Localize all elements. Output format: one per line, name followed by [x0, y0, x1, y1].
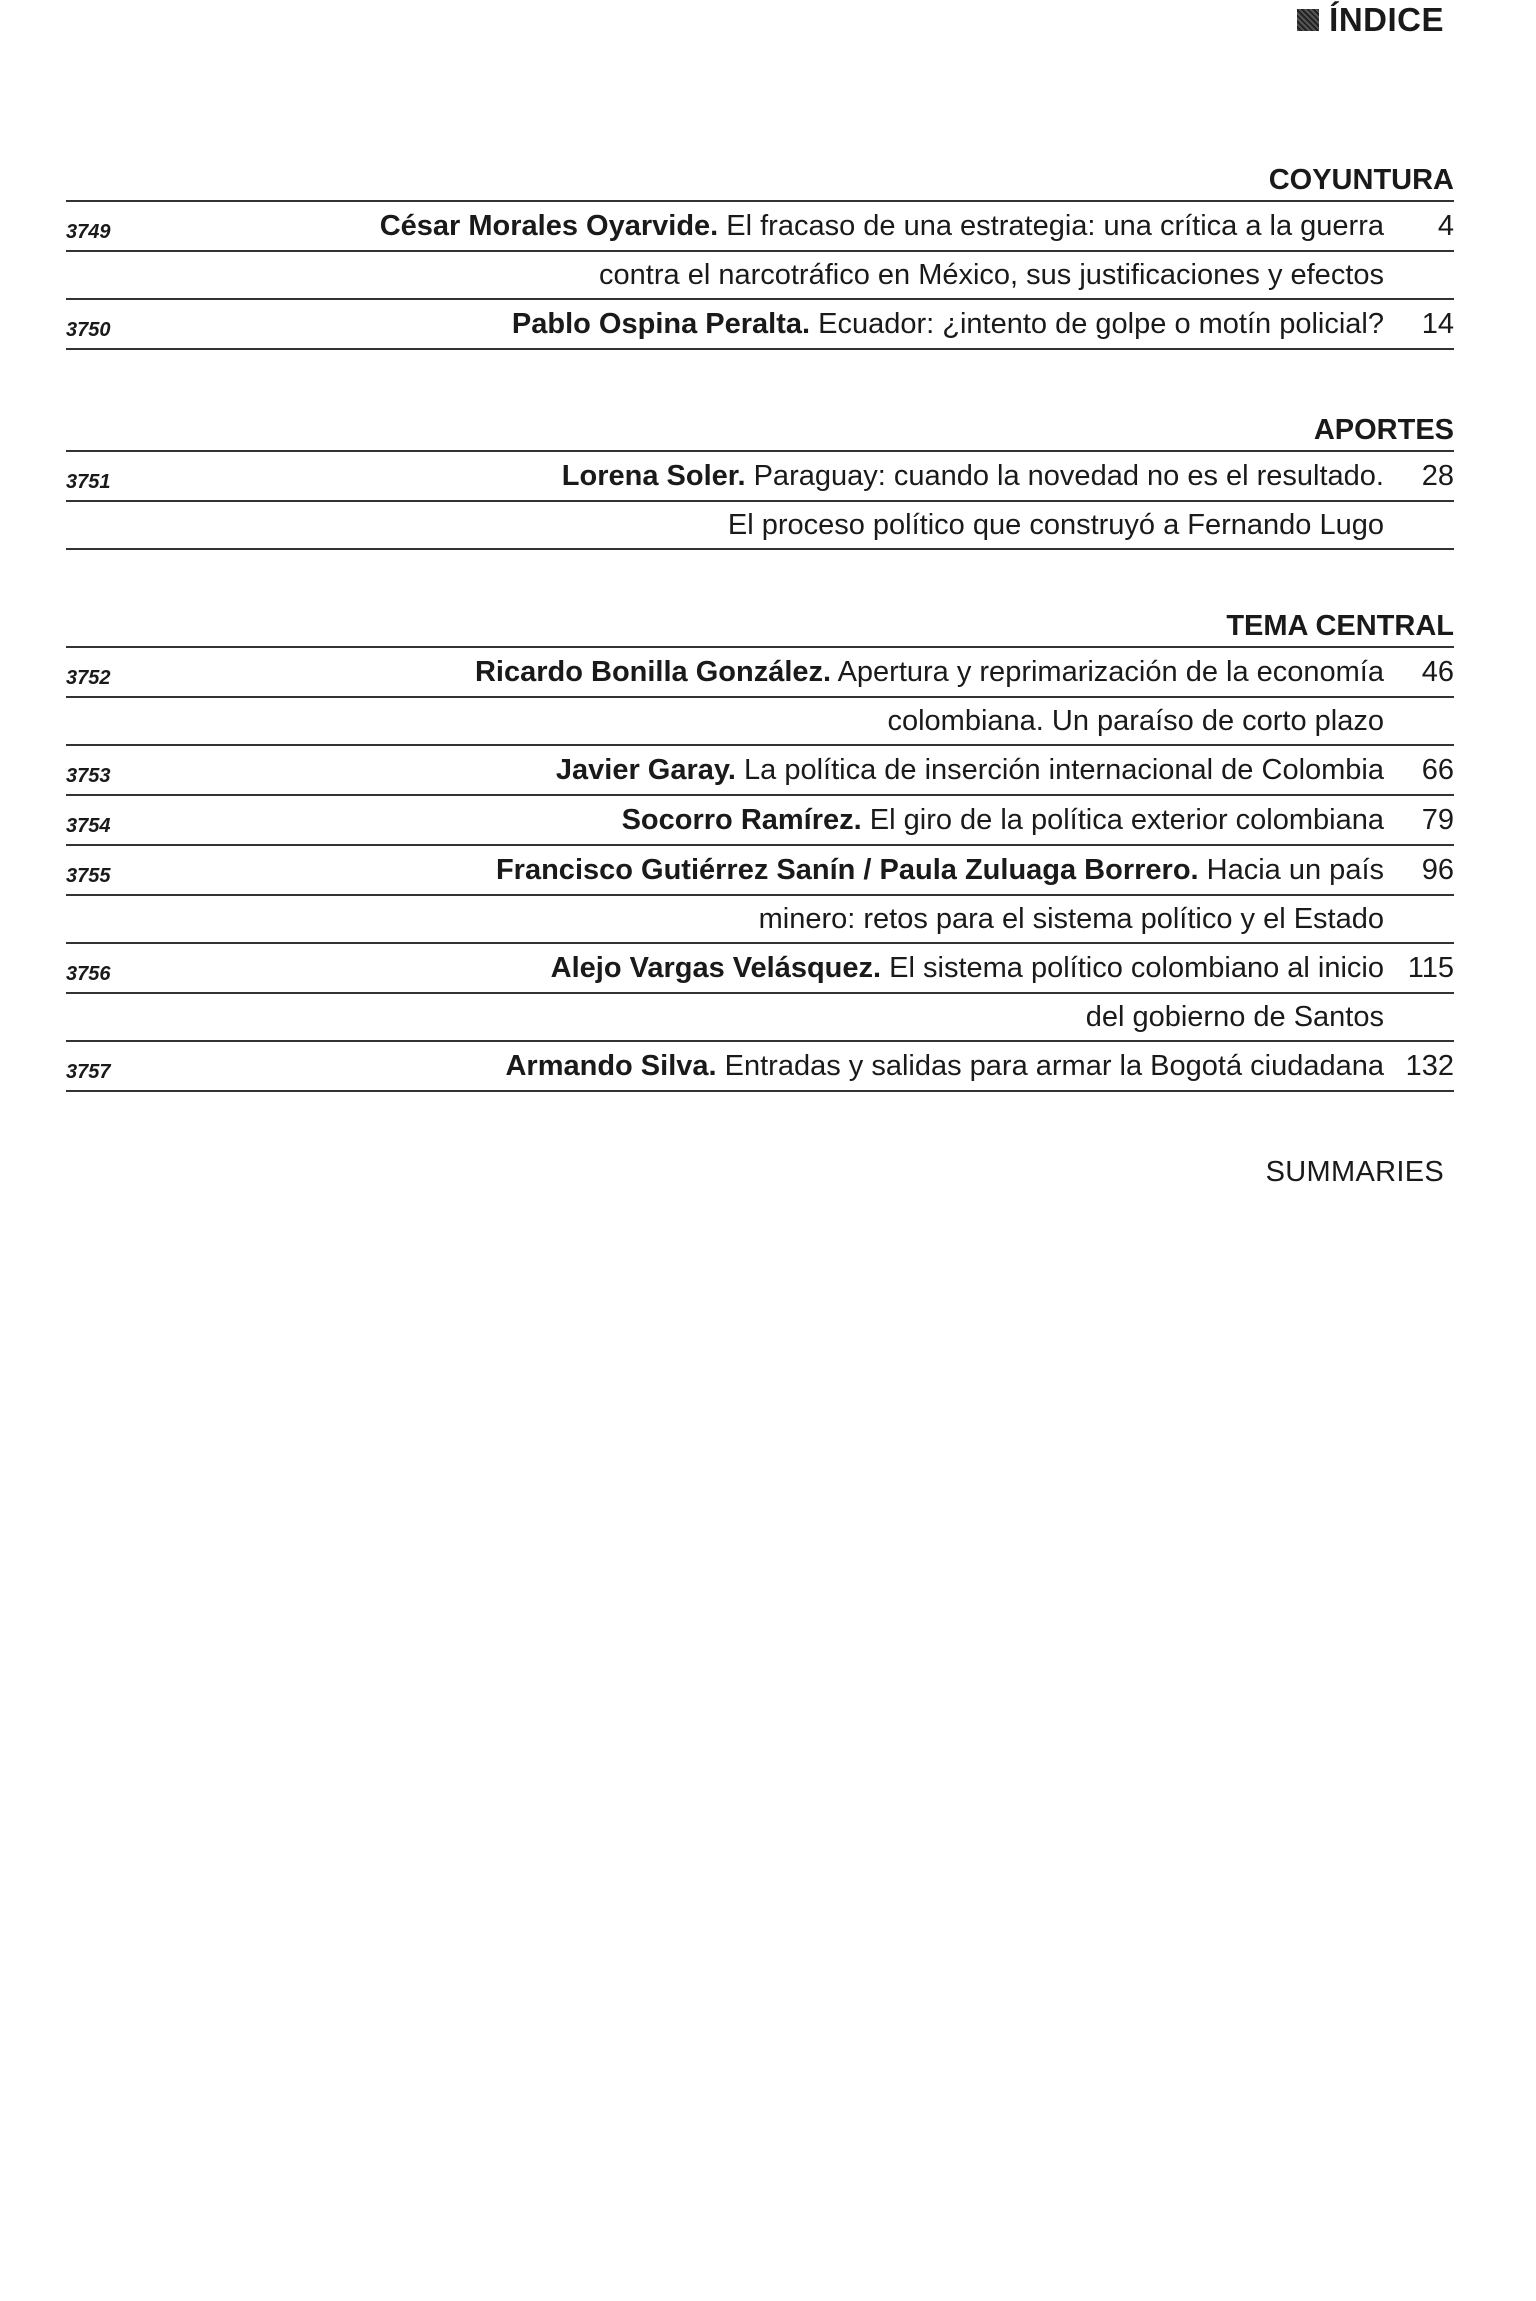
- entry-number: 3751: [66, 470, 111, 493]
- entry-page-number: 66: [1421, 753, 1454, 786]
- entry-page-number: 4: [1437, 209, 1454, 242]
- entry-author: Javier Garay.: [555, 753, 736, 786]
- entry-page-number: 79: [1421, 803, 1454, 836]
- toc-entry[interactable]: [66, 796, 1454, 846]
- entry-page-number: 28: [1421, 459, 1454, 492]
- toc-entry[interactable]: [66, 452, 1454, 550]
- entry-title: Ecuador: ¿intento de golpe o motín policial?: [818, 307, 1384, 340]
- entry-author: Armando Silva.: [505, 1049, 717, 1082]
- entry-author: Francisco Gutiérrez Sanín / Paula Zuluaga Borrero.: [495, 853, 1199, 886]
- entry-page-number: 96: [1421, 853, 1454, 886]
- entry-title: Entradas y salidas para armar la Bogotá ciudadana: [724, 1049, 1384, 1082]
- entry-title: Paraguay: cuando la novedad no es el resultado.: [753, 459, 1384, 492]
- section-coyuntura: [66, 160, 1454, 350]
- entry-author: Pablo Ospina Peralta.: [511, 307, 811, 340]
- entry-number: 3752: [66, 666, 111, 689]
- section-heading: TEMA CENTRAL: [66, 606, 1454, 648]
- entry-number: 3750: [66, 318, 111, 341]
- entry-title: El fracaso de una estrategia: una crítica a la guerra: [726, 209, 1384, 242]
- entry-page-number: 115: [1407, 951, 1454, 984]
- section-tema-central: [66, 606, 1454, 1092]
- entry-number: 3749: [66, 220, 111, 243]
- section-aportes: [66, 410, 1454, 550]
- entry-title: El sistema político colombiano al inicio: [889, 951, 1384, 984]
- entry-number: 3754: [66, 814, 111, 837]
- entry-title-continued: contra el narcotráfico en México, sus justificaciones y efectos: [599, 258, 1384, 291]
- entry-title-continued: colombiana. Un paraíso de corto plazo: [887, 704, 1384, 737]
- toc-entry[interactable]: [66, 1042, 1454, 1092]
- entry-title-continued: minero: retos para el sistema político y el Estado: [758, 902, 1384, 935]
- entry-author: César Morales Oyarvide.: [379, 209, 719, 242]
- entry-page-number: 14: [1421, 307, 1454, 340]
- entry-author: Socorro Ramírez.: [621, 803, 862, 836]
- page-title: [1297, 0, 1444, 40]
- entry-title: Hacia un país: [1206, 853, 1384, 886]
- entry-number: 3756: [66, 962, 111, 985]
- toc-entry[interactable]: [66, 648, 1454, 746]
- page-title-text: ÍNDICE: [1329, 1, 1444, 38]
- square-bullet-icon: [1297, 9, 1319, 31]
- entry-number: 3755: [66, 864, 111, 887]
- entry-page-number: 46: [1421, 655, 1454, 688]
- toc-entry[interactable]: [66, 300, 1454, 350]
- entry-number: 3757: [66, 1060, 111, 1083]
- entry-page-number: 132: [1405, 1049, 1454, 1082]
- section-heading: COYUNTURA: [66, 160, 1454, 202]
- entry-title: Apertura y reprimarización de la economía: [837, 655, 1384, 688]
- toc-entry[interactable]: [66, 746, 1454, 796]
- toc-entry[interactable]: [66, 846, 1454, 944]
- section-heading: APORTES: [66, 410, 1454, 452]
- entry-author: Lorena Soler.: [561, 459, 746, 492]
- entry-title: El giro de la política exterior colombiana: [869, 803, 1384, 836]
- toc-entry[interactable]: [66, 202, 1454, 300]
- entry-author: Ricardo Bonilla González.: [474, 655, 832, 688]
- entry-title-continued: El proceso político que construyó a Fernando Lugo: [727, 508, 1384, 541]
- entry-number: 3753: [66, 764, 111, 787]
- entry-author: Alejo Vargas Velásquez.: [550, 951, 882, 984]
- summaries-link[interactable]: SUMMARIES: [1265, 1156, 1444, 1188]
- entry-title-continued: del gobierno de Santos: [1085, 1000, 1384, 1033]
- toc-entry[interactable]: [66, 944, 1454, 1042]
- entry-title: La política de inserción internacional de Colombia: [744, 753, 1384, 786]
